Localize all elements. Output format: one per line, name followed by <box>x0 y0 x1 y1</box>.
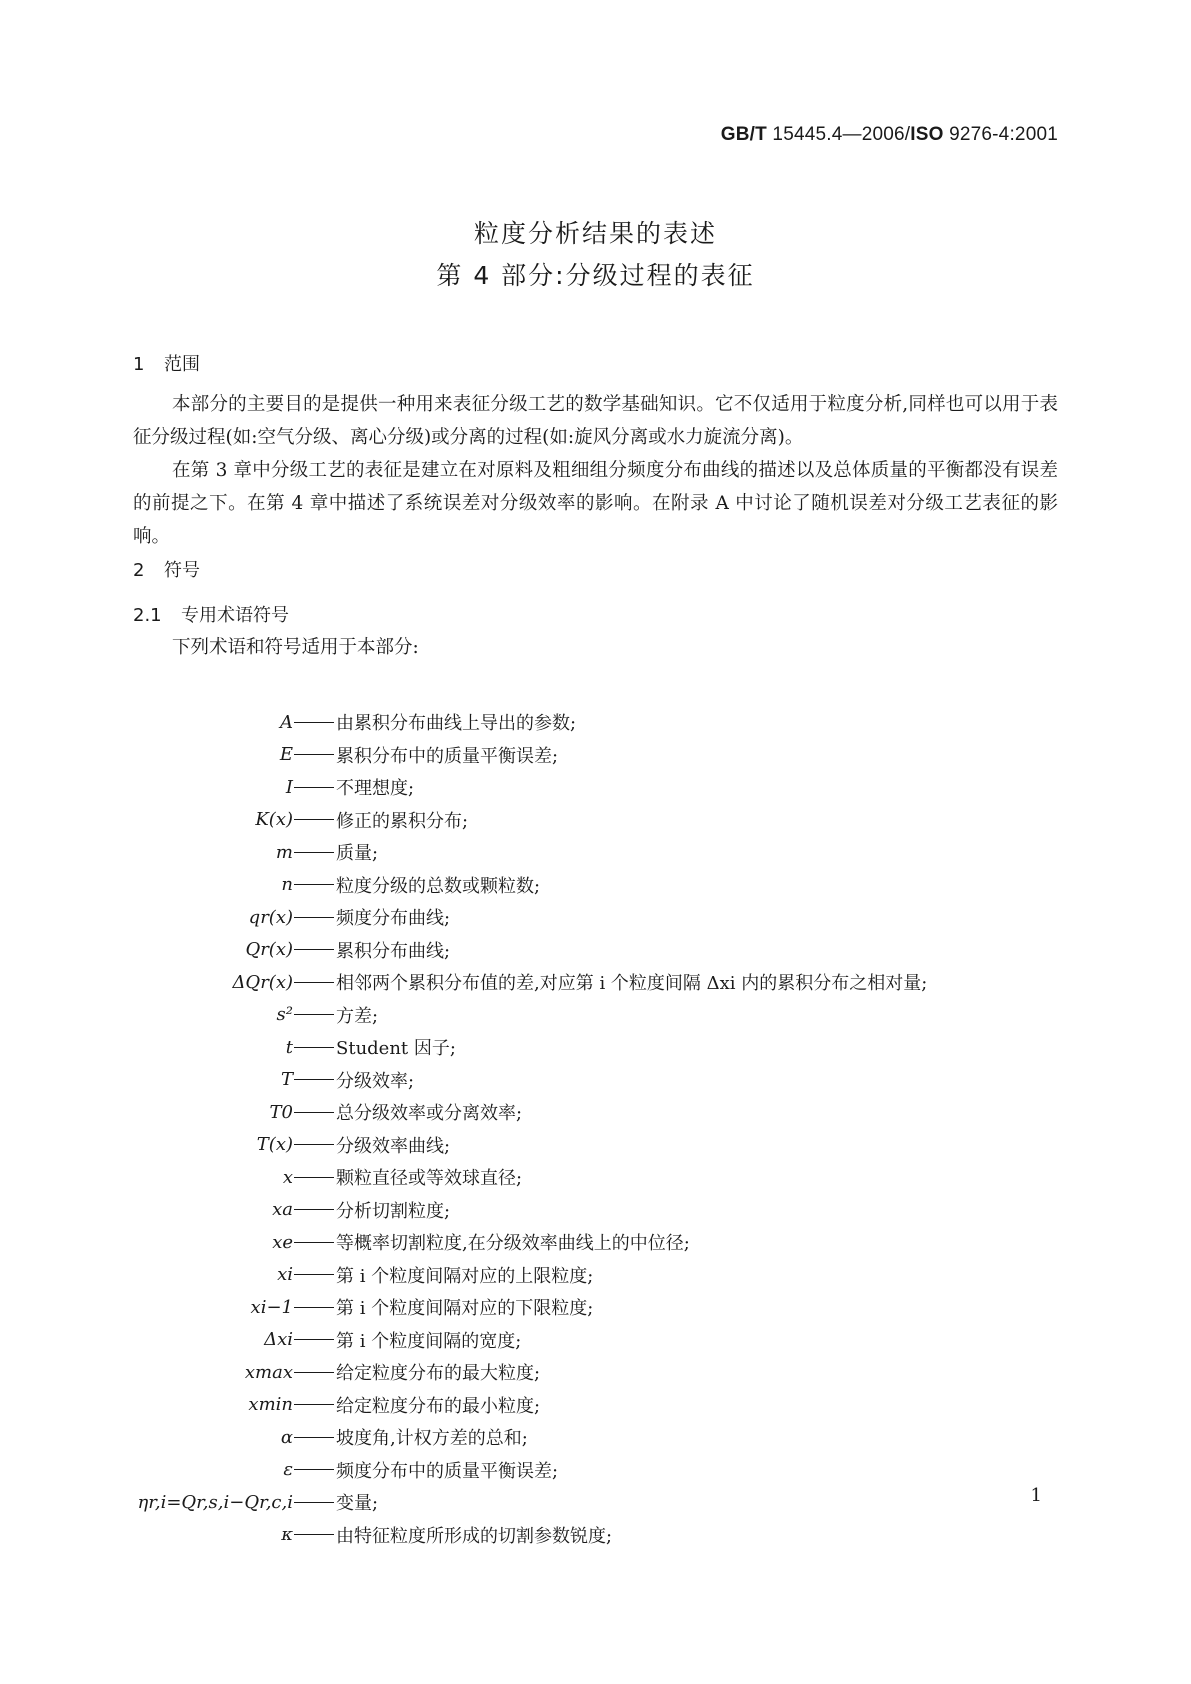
em-dash <box>294 982 334 983</box>
definition-text: 分级效率; <box>336 1070 415 1092</box>
definition-symbol: xe <box>272 1231 293 1253</box>
em-dash <box>294 1177 334 1178</box>
definition-text: 总分级效率或分离效率; <box>336 1103 523 1125</box>
definition-item <box>0 1421 1191 1454</box>
em-dash <box>294 1209 334 1210</box>
definition-text: 不理想度; <box>336 778 415 800</box>
definition-text: 给定粒度分布的最小粒度; <box>336 1395 541 1417</box>
section-1-heading <box>133 350 200 376</box>
em-dash <box>294 754 334 755</box>
definition-symbol: I <box>285 776 293 798</box>
definition-item <box>0 706 1191 739</box>
definition-symbol: T0 <box>269 1101 293 1123</box>
definition-symbol: xi−1 <box>250 1296 293 1318</box>
em-dash <box>294 1372 334 1373</box>
definition-symbol: Qr(x) <box>245 939 293 961</box>
scope-paragraph-1: 本部分的主要目的是提供一种用来表征分级工艺的数学基础知识。它不仅适用于粒度分析,同样也可以用于表征分级过程(如:空气分级、离心分级)或分离的过程(如:旋风分离或水力旋流分离)。 <box>133 394 1058 448</box>
definition-item <box>0 804 1191 837</box>
definition-symbol: qr(x) <box>248 906 293 928</box>
definition-item <box>0 1129 1191 1162</box>
definition-item <box>0 1486 1191 1519</box>
definition-symbol: Δxi <box>264 1329 293 1351</box>
definition-item <box>0 1519 1191 1552</box>
em-dash <box>294 949 334 950</box>
title-line-2: 第 4 部分:分级过程的表征 <box>436 261 755 290</box>
definition-text: 颗粒直径或等效球直径; <box>336 1168 523 1190</box>
definition-text: 由特征粒度所形成的切割参数锐度; <box>336 1525 613 1547</box>
definition-item <box>0 999 1191 1032</box>
em-dash <box>294 917 334 918</box>
definition-text: 第 i 个粒度间隔对应的下限粒度; <box>336 1298 594 1320</box>
definition-item <box>0 1161 1191 1194</box>
em-dash <box>294 884 334 885</box>
definition-symbol: E <box>279 744 293 766</box>
definition-symbol: xi <box>277 1264 293 1286</box>
definition-item <box>0 1226 1191 1259</box>
definition-text: 粒度分级的总数或颗粒数; <box>336 875 541 897</box>
em-dash <box>294 1014 334 1015</box>
em-dash <box>294 819 334 820</box>
definition-item <box>0 1356 1191 1389</box>
em-dash <box>294 1469 334 1470</box>
definition-symbol: n <box>281 874 293 896</box>
em-dash <box>294 1047 334 1048</box>
definition-text: 变量; <box>336 1493 379 1515</box>
definition-text: 等概率切割粒度,在分级效率曲线上的中位径; <box>336 1233 690 1255</box>
definition-text: Student 因子; <box>336 1038 456 1060</box>
section-2-1-heading <box>133 601 289 627</box>
em-dash <box>294 1404 334 1405</box>
em-dash <box>294 1112 334 1113</box>
definition-item <box>0 1454 1191 1487</box>
em-dash <box>294 1274 334 1275</box>
definition-symbol: xmin <box>248 1394 293 1416</box>
definition-item <box>0 1389 1191 1422</box>
definition-symbol: ΔQr(x) <box>232 971 293 993</box>
definition-text: 频度分布中的质量平衡误差; <box>336 1460 559 1482</box>
em-dash <box>294 1502 334 1503</box>
definition-item <box>0 771 1191 804</box>
section-2-heading <box>133 556 200 582</box>
definition-item <box>0 901 1191 934</box>
definition-text: 修正的累积分布; <box>336 810 469 832</box>
definition-item <box>0 1259 1191 1292</box>
definition-symbol: α <box>280 1426 293 1448</box>
em-dash <box>294 1534 334 1535</box>
section-1-title: 范围 <box>164 354 200 375</box>
definition-text: 分析切割粒度; <box>336 1200 451 1222</box>
definition-text: 方差; <box>336 1005 379 1027</box>
definition-symbol: T <box>280 1069 293 1091</box>
definition-symbol: x <box>282 1166 293 1188</box>
definition-text: 第 i 个粒度间隔对应的上限粒度; <box>336 1265 594 1287</box>
definition-text: 累积分布中的质量平衡误差; <box>336 745 559 767</box>
definition-text: 相邻两个累积分布值的差,对应第 i 个粒度间隔 Δxi 内的累积分布之相对量; <box>336 973 928 995</box>
definitions-intro: 下列术语和符号适用于本部分: <box>172 637 419 658</box>
definition-symbol: t <box>285 1036 293 1058</box>
definition-text: 分级效率曲线; <box>336 1135 451 1157</box>
definition-symbol: ε <box>283 1459 293 1481</box>
definition-text: 第 i 个粒度间隔的宽度; <box>336 1330 522 1352</box>
em-dash <box>294 722 334 723</box>
definition-item <box>0 739 1191 772</box>
definition-text: 累积分布曲线; <box>336 940 451 962</box>
em-dash <box>294 1307 334 1308</box>
definition-symbol: ηr,i=Qr,s,i−Qr,c,i <box>137 1491 293 1513</box>
definition-symbol: κ <box>281 1524 293 1546</box>
definition-text: 频度分布曲线; <box>336 908 451 930</box>
definition-symbol: xmax <box>244 1361 293 1383</box>
section-2-1-number: 2.1 <box>133 605 162 626</box>
section-2-1-title: 专用术语符号 <box>181 605 289 626</box>
definition-item <box>0 1324 1191 1357</box>
em-dash <box>294 1144 334 1145</box>
em-dash <box>294 787 334 788</box>
title-line-1: 粒度分析结果的表述 <box>473 219 717 248</box>
section-2-number: 2 <box>133 560 145 581</box>
definition-item <box>0 966 1191 999</box>
definition-symbol: xa <box>272 1199 293 1221</box>
em-dash <box>294 1339 334 1340</box>
em-dash <box>294 1242 334 1243</box>
page-number: 1 <box>1030 1485 1042 1506</box>
definition-symbol: K(x) <box>255 809 293 831</box>
definition-item <box>0 869 1191 902</box>
em-dash <box>294 852 334 853</box>
definition-text: 由累积分布曲线上导出的参数; <box>336 713 577 735</box>
definition-item <box>0 1194 1191 1227</box>
definition-item <box>0 934 1191 967</box>
definition-symbol: s² <box>276 1004 293 1026</box>
em-dash <box>294 1079 334 1080</box>
definition-item <box>0 1291 1191 1324</box>
definitions-list <box>0 706 1191 1551</box>
section-1-number: 1 <box>133 354 145 375</box>
definition-item <box>0 836 1191 869</box>
definition-text: 坡度角,计权方差的总和; <box>336 1428 528 1450</box>
standard-code: GB/T 15445.4—2006/ISO 9276-4:2001 <box>720 124 1058 145</box>
definition-item <box>0 1031 1191 1064</box>
definition-text: 质量; <box>336 843 379 865</box>
section-2-title: 符号 <box>164 560 200 581</box>
definition-symbol: T(x) <box>256 1134 293 1156</box>
definition-symbol: m <box>275 841 293 863</box>
definition-symbol: A <box>280 711 293 733</box>
em-dash <box>294 1437 334 1438</box>
definition-text: 给定粒度分布的最大粒度; <box>336 1363 541 1385</box>
scope-paragraph-2: 在第 3 章中分级工艺的表征是建立在对原料及粗细组分频度分布曲线的描述以及总体质量的平衡都没有误差的前提之下。在第 4 章中描述了系统误差对分级效率的影响。在附录 A 中讨论了随机误差对分级工艺表征的影响。 <box>133 460 1058 547</box>
definition-item <box>0 1064 1191 1097</box>
definition-item <box>0 1096 1191 1129</box>
